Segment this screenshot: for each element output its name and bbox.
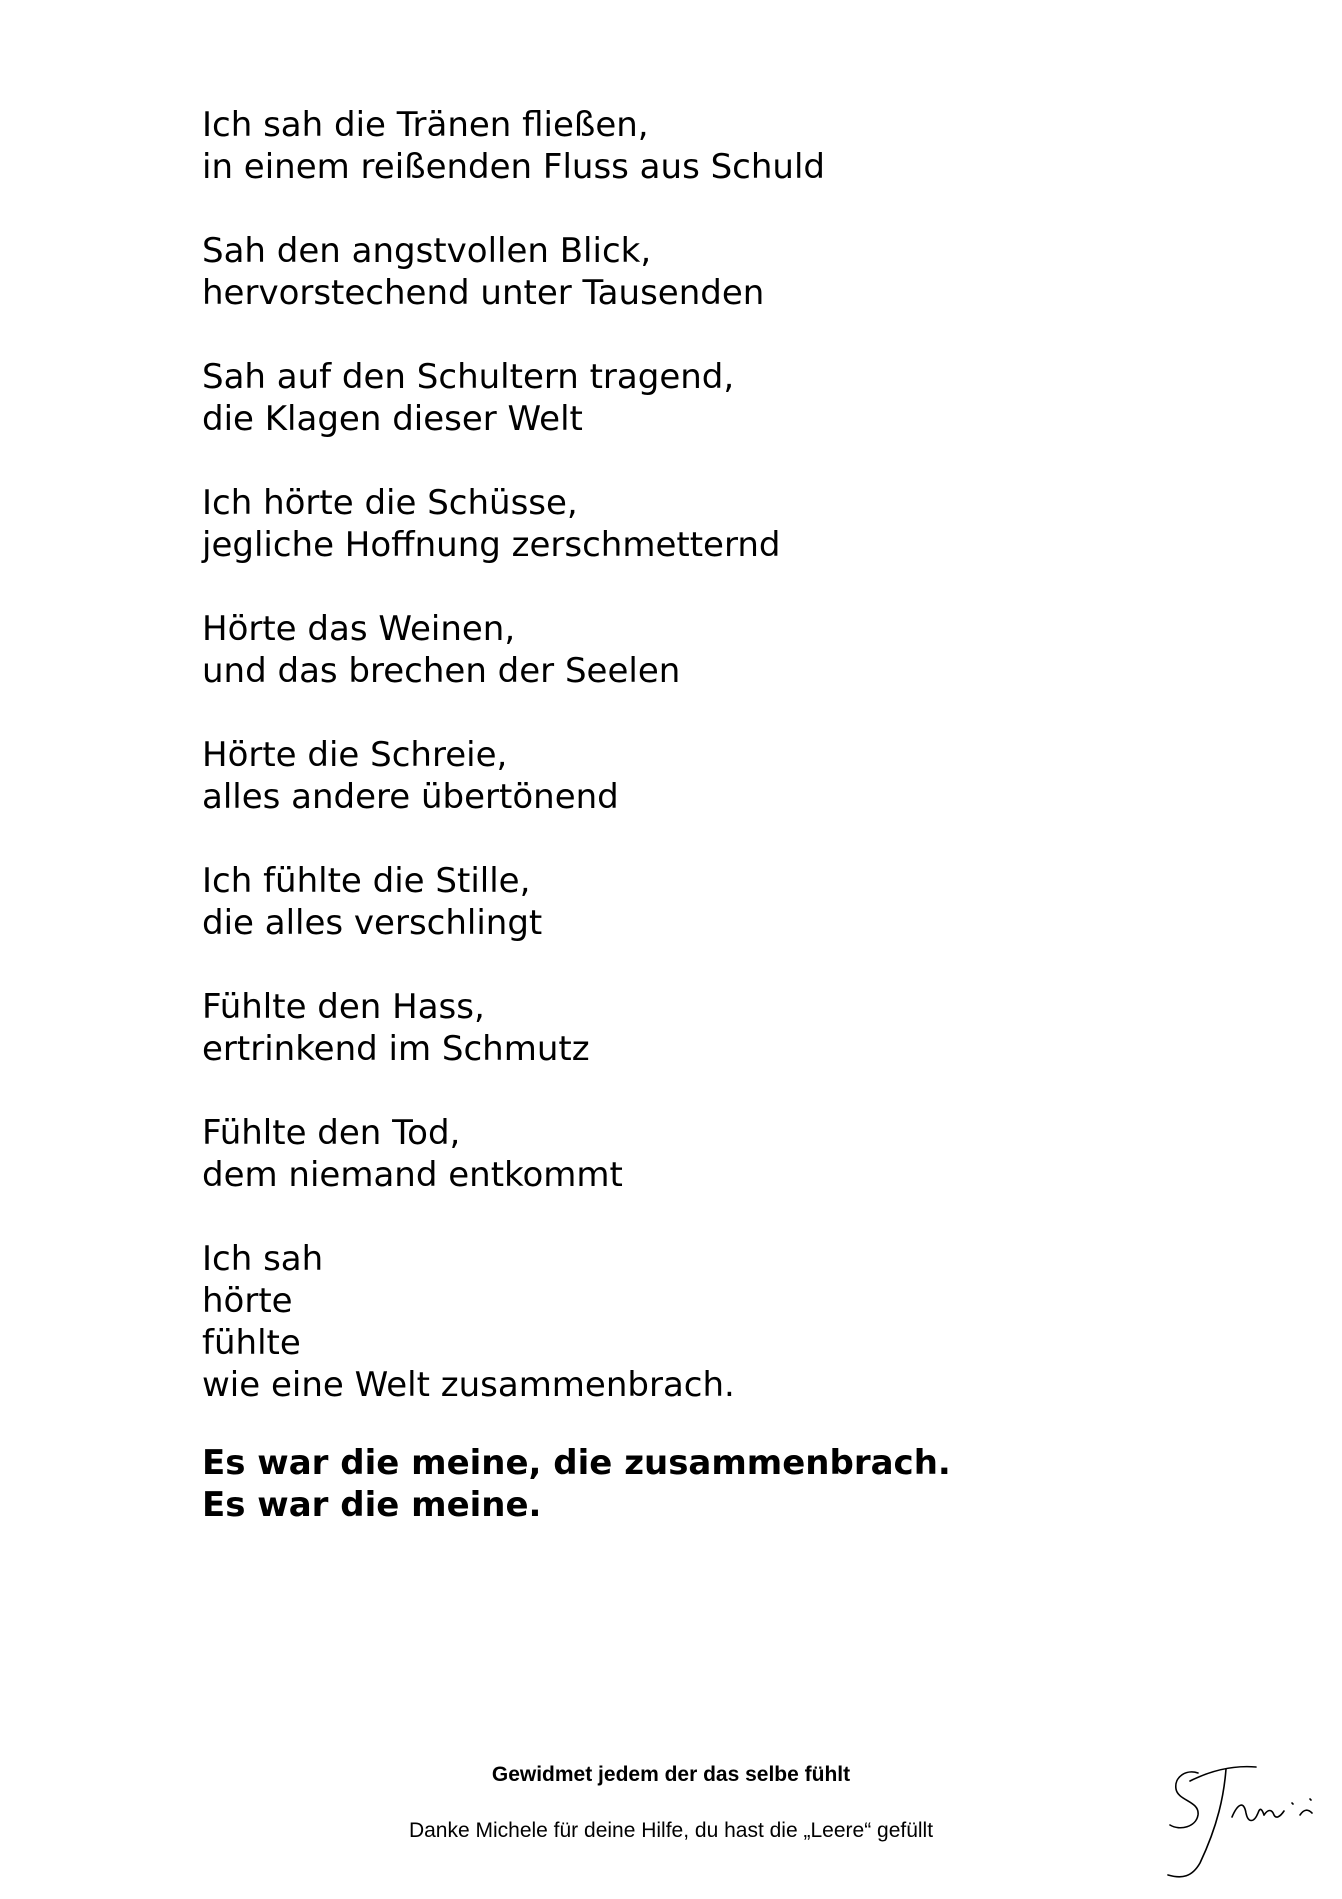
stanza-8 — [202, 986, 1202, 1070]
poem-line: wie eine Welt zusammenbrach. — [202, 1365, 735, 1405]
stanza-7 — [202, 860, 1202, 944]
poem-line: Ich sah die Tränen fließen, — [202, 105, 649, 145]
dedication: Gewidmet jedem der das selbe fühlt — [491, 1763, 851, 1786]
stanza-3 — [202, 356, 1202, 440]
stanza-4 — [202, 482, 1202, 566]
poem-line: dem niemand entkommt — [202, 1155, 623, 1195]
poem-line: Fühlte den Tod, — [202, 1113, 461, 1153]
stanza-10 — [202, 1238, 1202, 1406]
poem-line: Sah den angstvollen Blick, — [202, 231, 652, 271]
poem-line: hervorstechend unter Tausenden — [202, 273, 765, 313]
poem-line: Ich sah — [202, 1239, 324, 1279]
thanks-note: Danke Michele für deine Hilfe, du hast die „Leere“ gefüllt — [408, 1819, 934, 1842]
finale-line: Es war die meine. — [202, 1485, 542, 1525]
poem-line: Ich hörte die Schüsse, — [202, 483, 578, 523]
poem-line: Sah auf den Schultern tragend, — [202, 357, 735, 397]
finale-line: Es war die meine, die zusammenbrach. — [202, 1443, 951, 1483]
poem-line: alles andere übertönend — [202, 777, 619, 817]
poem-line: Fühlte den Hass, — [202, 987, 485, 1027]
signature-icon — [1160, 1755, 1330, 1885]
poem-finale — [202, 1442, 1202, 1526]
poem-line: fühlte — [202, 1323, 301, 1363]
poem-line: Hörte das Weinen, — [202, 609, 516, 649]
stanza-1 — [202, 104, 1202, 188]
poem-line: Hörte die Schreie, — [202, 735, 508, 775]
stanza-5 — [202, 608, 1202, 692]
poem-line: Ich fühlte die Stille, — [202, 861, 531, 901]
poem — [202, 104, 1202, 1568]
poem-line: in einem reißenden Fluss aus Schuld — [202, 147, 825, 187]
poem-line: ertrinkend im Schmutz — [202, 1029, 590, 1069]
stanza-2 — [202, 230, 1202, 314]
poem-line: die alles verschlingt — [202, 903, 543, 943]
poem-line: jegliche Hoffnung zerschmetternd — [202, 525, 781, 565]
stanza-6 — [202, 734, 1202, 818]
stanza-9 — [202, 1112, 1202, 1196]
poem-line: die Klagen dieser Welt — [202, 399, 583, 439]
poem-line: und das brechen der Seelen — [202, 651, 681, 691]
poem-line: hörte — [202, 1281, 293, 1321]
